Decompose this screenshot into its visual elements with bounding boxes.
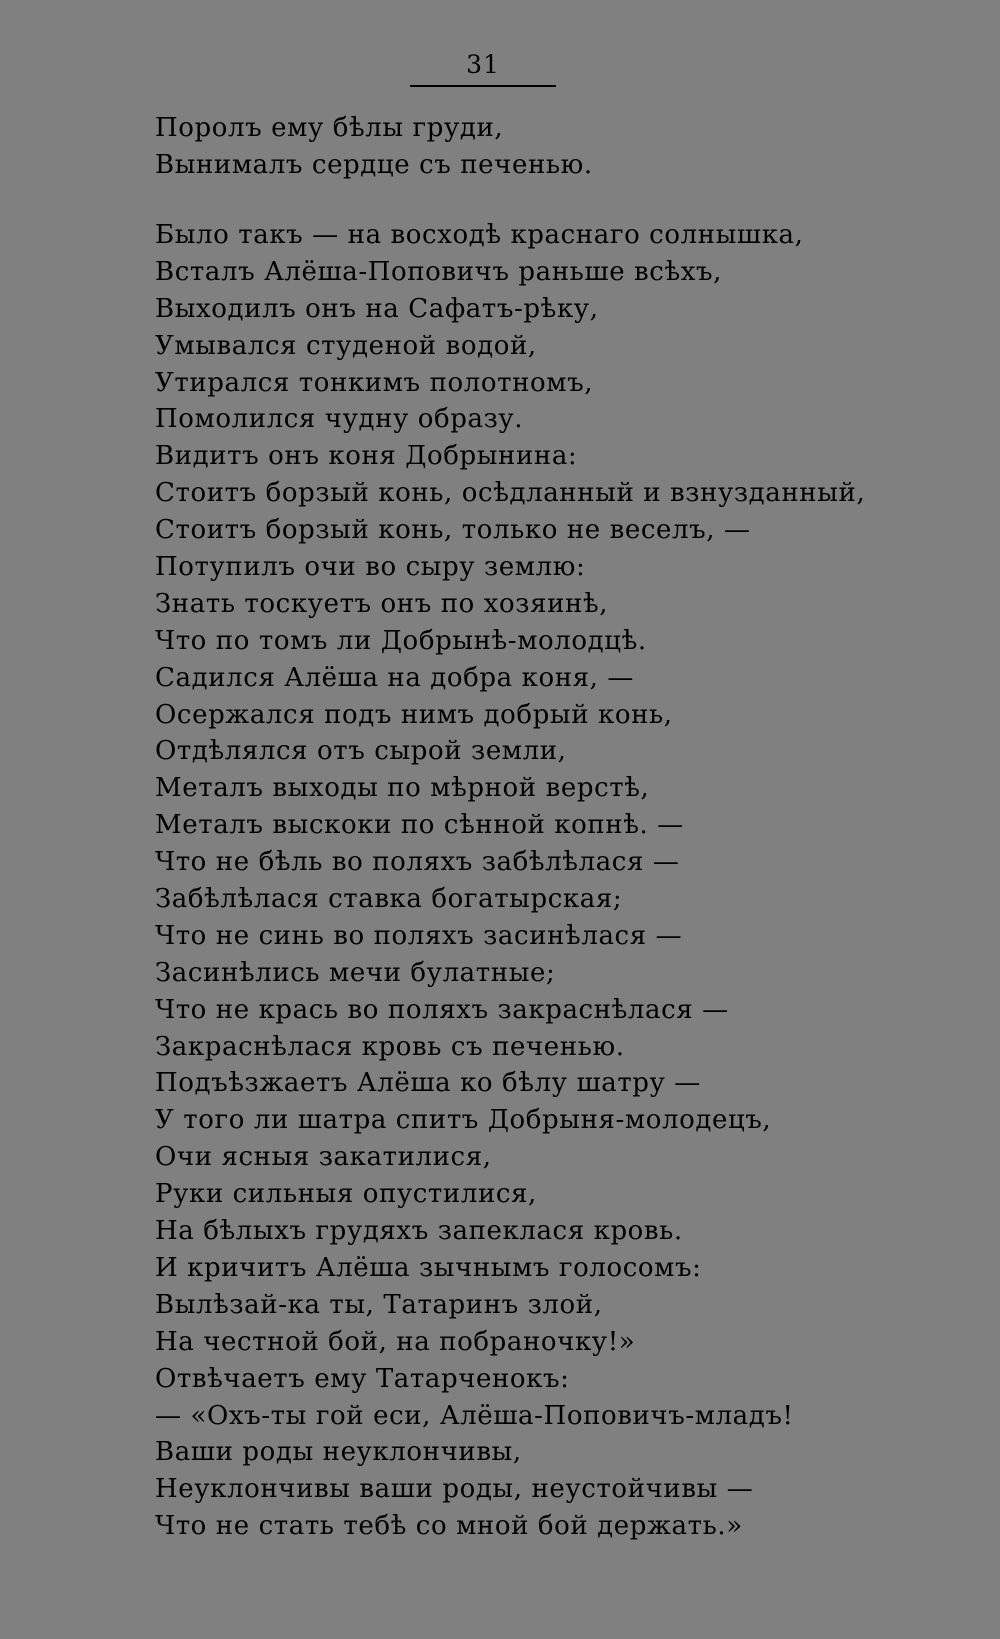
- stanza-1: [155, 110, 975, 184]
- page-number-rule: [410, 85, 556, 87]
- poem-line: — «Охъ-ты гой еси, Алёша-Поповичъ-младъ!: [155, 1400, 794, 1431]
- poem-line: Поролъ ему бѣлы груди,: [155, 113, 504, 143]
- poem-line: Ваши роды неуклончивы,: [155, 1437, 522, 1468]
- poem-line: Что не бѣль во поляхъ забѣлѣлася —: [155, 847, 680, 878]
- poem-line: Было такъ — на восходѣ краснаго солнышка,: [155, 220, 804, 250]
- poem-line: Всталъ Алёша-Поповичъ раньше всѣхъ,: [155, 256, 722, 287]
- poem-line: Видитъ онъ коня Добрынина:: [155, 441, 578, 472]
- poem-line: Металъ выскоки по сѣнной копнѣ. —: [155, 810, 684, 841]
- poem-line: Вынималъ сердце съ печенью.: [155, 150, 593, 180]
- poem-line: И кричитъ Алёша зычнымъ голосомъ:: [155, 1252, 702, 1283]
- poem-line: Утирался тонкимъ полотномъ,: [155, 367, 594, 398]
- poem-line: У того ли шатра спитъ Добрыня-молодецъ,: [155, 1105, 772, 1136]
- poem-line: Стоитъ борзый конь, только не веселъ, —: [155, 515, 751, 546]
- poem-line: Что не крась во поляхъ закраснѣлася —: [155, 994, 729, 1025]
- poem-line: Металъ выходы по мѣрной верстѣ,: [155, 773, 650, 804]
- poem-line: Осержался подъ нимъ добрый конь,: [155, 699, 673, 730]
- stanza-2: [155, 217, 975, 1545]
- poem-line: Закраснѣлася кровь съ печенью.: [155, 1031, 625, 1062]
- poem-line: На честной бой, на побраночку!»: [155, 1326, 636, 1357]
- poem-line: Что не синь во поляхъ засинѣлася —: [155, 920, 683, 951]
- poem-line: На бѣлыхъ грудяхъ запеклася кровь.: [155, 1216, 683, 1247]
- poem-line: Выходилъ онъ на Сафатъ-рѣку,: [155, 293, 599, 324]
- poem-line: Потупилъ очи во сыру землю:: [155, 552, 586, 583]
- poem-line: Стоитъ борзый конь, осѣдланный и взнузданный,: [155, 478, 866, 509]
- poem-line: Отвѣчаетъ ему Татарченокъ:: [155, 1363, 570, 1394]
- poem-line: Руки сильныя опустилися,: [155, 1179, 537, 1210]
- poem-line: Вылѣзай-ка ты, Татаринъ злой,: [155, 1289, 603, 1320]
- poem-line: Засинѣлись мечи булатные;: [155, 957, 556, 988]
- poem-line: Забѣлѣлася ставка богатырская;: [155, 884, 623, 915]
- poem-line: Очи ясныя закатилися,: [155, 1142, 492, 1173]
- poem-line: Подъѣзжаетъ Алёша ко бѣлу шатру —: [155, 1068, 701, 1099]
- poem-line: Знать тоскуетъ онъ по хозяинѣ,: [155, 588, 609, 619]
- poem-line: Садился Алёша на добра коня, —: [155, 662, 634, 693]
- poem-line: Неуклончивы ваши роды, неустойчивы —: [155, 1474, 754, 1505]
- poem-line: Что по томъ ли Добрынѣ-молодцѣ.: [155, 625, 647, 656]
- page-number: 31: [466, 50, 500, 79]
- poem-line: Умывался студеной водой,: [155, 330, 537, 361]
- stanza-gap: [155, 184, 975, 217]
- poem-text: [155, 110, 975, 1545]
- poem-line: Помолился чудну образу.: [155, 404, 524, 435]
- poem-line: Что не стать тебѣ со мной бой держать.»: [155, 1511, 743, 1542]
- poem-line: Отдѣлялся отъ сырой земли,: [155, 736, 567, 767]
